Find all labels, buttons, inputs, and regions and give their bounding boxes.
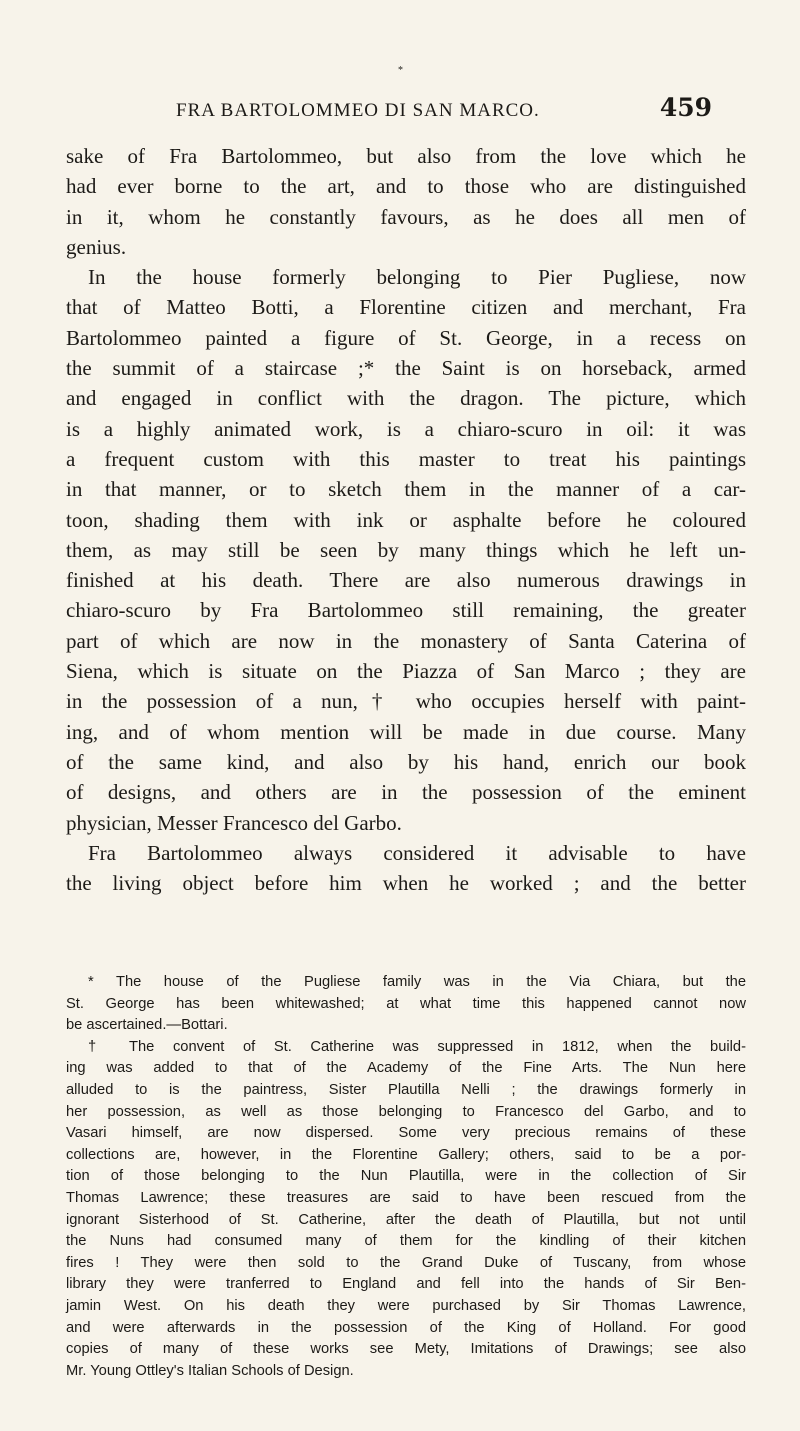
body-line: Bartolommeo painted a figure of St. George, in a recess on — [66, 325, 746, 350]
footnote-line: Mr. Young Ottley's Italian Schools of Design. — [66, 1362, 354, 1379]
footnote-line: collections are, however, in the Florentine Gallery; others, said to be a por- — [66, 1146, 746, 1163]
body-line: genius. — [66, 234, 127, 259]
body-line: physician, Messer Francesco del Garbo. — [66, 810, 402, 835]
body-line: that of Matteo Botti, a Florentine citizen and merchant, Fra — [66, 295, 746, 320]
body-line: the living object before him when he worked ; and the better — [66, 871, 746, 896]
body-line: of designs, and others are in the possession of the eminent — [66, 780, 746, 805]
footnote-line: and were afterwards in the possession of the King of Holland. For good — [66, 1319, 746, 1336]
footnote-line: † The convent of St. Catherine was suppressed in 1812, when the build- — [88, 1038, 746, 1055]
footnote-line: the Nuns had consumed many of them for the kindling of their kitchen — [66, 1233, 746, 1250]
footnote-line: library they were tranferred to England and fell into the hands of Sir Ben- — [66, 1276, 746, 1293]
body-line: of the same kind, and also by his hand, enrich our book — [66, 749, 746, 774]
body-line: toon, shading them with ink or asphalte before he coloured — [66, 507, 746, 532]
body-text — [66, 141, 746, 898]
page-number: 459 — [659, 93, 712, 122]
footnotes — [66, 972, 746, 1382]
footnote-line: her possession, as well as those belonging to Francesco del Garbo, and to — [66, 1103, 746, 1120]
body-line: had ever borne to the art, and to those who are distinguished — [66, 174, 746, 199]
body-line: in it, whom he constantly favours, as he does all men of — [66, 204, 746, 229]
footnote-line: St. George has been whitewashed; at what time this happened cannot now — [66, 995, 746, 1012]
footnote-line: ing was added to that of the Academy of the Fine Arts. The Nun here — [66, 1060, 746, 1077]
body-line: part of which are now in the monastery of Santa Caterina of — [66, 628, 746, 653]
footnote-line: ignorant Sisterhood of St. Catherine, after the death of Plautilla, but not until — [66, 1211, 746, 1228]
footnote-line: * The house of the Pugliese family was in the Via Chiara, but the — [88, 974, 746, 990]
footnote-line: Vasari himself, are now dispersed. Some very precious remains of these — [66, 1125, 746, 1142]
body-line: them, as may still be seen by many things which he left un- — [66, 537, 746, 562]
body-line: Siena, which is situate on the Piazza of San Marco ; they are — [66, 659, 746, 684]
body-line: and engaged in conflict with the dragon. The picture, which — [66, 386, 746, 411]
footnote-line: Thomas Lawrence; these treasures are said to have been rescued from the — [66, 1189, 746, 1206]
printer-mark: * — [398, 65, 403, 76]
body-line: is a highly animated work, is a chiaro-scuro in oil: it was — [66, 416, 746, 441]
footnote-line: fires ! They were then sold to the Grand Duke of Tuscany, from whose — [66, 1254, 746, 1271]
body-line: in that manner, or to sketch them in the manner of a car- — [66, 477, 746, 502]
running-title: FRA BARTOLOMMEO DI SAN MARCO. — [176, 100, 540, 121]
body-line: chiaro-scuro by Fra Bartolommeo still remaining, the greater — [66, 598, 746, 623]
footnote-line: alluded to is the paintress, Sister Plautilla Nelli ; the drawings formerly in — [66, 1081, 746, 1098]
body-line: finished at his death. There are also numerous drawings in — [66, 568, 746, 593]
footnote-line: tion of those belonging to the Nun Plautilla, were in the collection of Sir — [66, 1168, 746, 1185]
body-line: In the house formerly belonging to Pier Pugliese, now — [88, 265, 746, 290]
footnote-line: be ascertained.—Bottari. — [66, 1017, 228, 1034]
footnote-line: copies of many of these works see Mety, Imitations of Drawings; see also — [66, 1341, 746, 1358]
body-line: in the possession of a nun,† who occupies herself with paint- — [66, 689, 746, 714]
body-line: sake of Fra Bartolommeo, but also from the love which he — [66, 144, 746, 168]
body-line: a frequent custom with this master to treat his paintings — [66, 446, 746, 471]
page-header — [176, 93, 712, 122]
body-line: the summit of a staircase ;* the Saint is on horseback, armed — [66, 356, 746, 381]
body-line: Fra Bartolommeo always considered it advisable to have — [88, 840, 746, 865]
body-line: ing, and of whom mention will be made in due course. Many — [66, 719, 746, 744]
footnote-line: jamin West. On his death they were purchased by Sir Thomas Lawrence, — [66, 1297, 746, 1314]
